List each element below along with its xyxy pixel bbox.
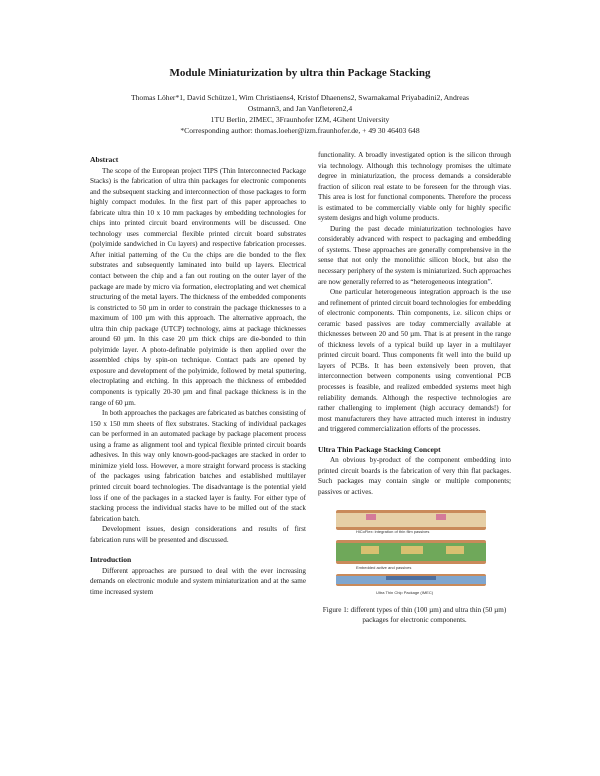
body-paragraph-3: One particular heterogeneous integration approach is the use and refinement of printed circuit board technologies for embedding of electronic components. Thin components, i.e. silicon chips or ceramic based passives are today commercially available at thicknesses between 20 and 50 µm. That is at present in the range of thickness levels of a typical build up layer in a multilayer printed circuit board. Thus components fit well into the build up layers of PCBs. It has been extensively been proven, that interconnection between components using conventional PCB processes is feasible, and realized embedded systems meet high reliability demands. Although the respective technologies are rather challenging to implement (high accuracy demands!) for most manufacturers they have attracted much interest in industry and triggered commercialization efforts of the processes.	[318, 288, 511, 434]
embedded-chip	[361, 546, 379, 554]
figure-label-2: Embedded active and passives	[356, 564, 412, 570]
abstract-paragraph-1: The scope of the European project TIPS (Thin Interconnected Package Stacks) is the fabrication of ultra thin packages for electronic components and the subsequent stacking and interconnection of those packages to form highly compact modules. In the first part of this paper approaches to fabricate ultra thin 10 x 10 mm packages by embedding technologies for chips into printed circuit board environments will be discussed. One technology uses commercial flexible printed circuit board substrates (polyimide sandwiched in Cu layers) and respective fabrication processes. After initial patterning of the Cu the chips are die bonded to the flex substrates and subsequently laminated into build up layers. Electrical contact between the chip and a fan out routing on the outer layer of the package are made by micro via formation, electroplating and wet chemical structuring of the metal layers. The thickness of the embedded components is constricted to 50 µm in order to constrain the package thicknesses to a maximum of 100 µm with this approach. The alternative approach, the ultra thin chip package (UTCP) technology, aims at package thicknesses around 60 µm. In this case 20 µm thick chips are die-bonded to thin polyimide layer. A photo-definable polyimide is then applied over the assembled chips by spin-on technique. Contact pads are opened by exposure and development of the polyimide, followed by metal sputtering, electroplating and etching. In this approach the thickness of embedded components is typically 20-30 µm and final package thickness is in the range of 60 µm.	[90, 166, 306, 407]
body-paragraph-1: functionality. A broadly investigated option is the silicon through via technology. Although this technology promises the ultimate degree in miniaturization, the process demands a considerable fraction of silicon real estate to be foreseen for the through vias. This area is lost for functional components. Therefore the process is estimated to be commercially viable only for highly specific system designs and high volume products.	[318, 151, 511, 223]
concept-heading: Ultra Thin Package Stacking Concept	[318, 444, 441, 454]
thin-chip	[386, 576, 436, 580]
authors-line-1: Thomas Löher*1, David Schütze1, Wim Christiaens4, Kristof Dhaenens2, Swarnakamal Priyabadini2, Andreas	[130, 93, 470, 102]
abstract-heading: Abstract	[90, 155, 119, 164]
passive-element	[366, 514, 376, 520]
body-paragraph-4: An obvious by-product of the component embedding into printed circuit boards is the fabrication of very thin flat packages. Such packages may contain single or multiple components; passives or actives.	[318, 456, 511, 496]
paper-title: Module Miniaturization by ultra thin Package Stacking	[169, 67, 431, 79]
affiliations: 1TU Berlin, 2IMEC, 3Fraunhofer IZM, 4Ghent University	[210, 115, 390, 124]
embedded-chip	[446, 546, 464, 554]
figure-caption: Figure 1: different types of thin (100 µm) and ultra thin (50 µm) packages for electronic components.	[322, 605, 507, 625]
abstract-paragraph-3: Development issues, design considerations and results of first fabrication runs will be presented and discussed.	[90, 525, 306, 544]
embedded-chip	[401, 546, 423, 554]
figure-1	[326, 506, 506, 601]
introduction-heading: Introduction	[90, 555, 132, 565]
authors-line-2: Ostmann3, and Jan Vanfleteren2,4	[247, 104, 353, 113]
figure-label-1: HiCoFlex: integration of thin film passives	[356, 528, 430, 534]
introduction-paragraph-1: Different approaches are pursued to deal with the ever increasing demands on electronic module and system miniaturization and at the same time increased system	[90, 566, 306, 596]
corresponding-author: *Corresponding author: thomas.loeher@izm.fraunhofer.de, + 49 30 46403 648	[180, 126, 420, 135]
abstract-paragraph-2: In both approaches the packages are fabricated as batches consisting of 150 x 150 mm sheets of flex substrates. Stacking of individual packages can be performed in an automated package by package placement process using a frame as alignment tool and typical flexible printed circuit boards adhesives. In this way only known-good-packages are stacked in order to minimize yield loss. However, a more straight forward process is stacking of the packages using fabrication batches and established multilayer printed circuit board technologies. The disadvantage is the potential yield loss if one of the packages in a stacked layer is faulty. For either type of stacking process the individual stacks have to be milled out of the stack fabrication batch.	[90, 409, 306, 523]
author-block	[95, 92, 505, 136]
right-column	[318, 150, 511, 626]
passive-element	[436, 514, 446, 520]
figure-label-3: Ultra Thin Chip Package (IMEC)	[376, 589, 434, 595]
left-column	[90, 155, 306, 597]
body-paragraph-2: During the past decade miniaturization technologies have considerably advanced with respect to packaging and embedding of systems. These approaches are generally comprehensive in the sense that not only the monolithic silicon block, but also the necessary periphery of the system is miniaturized. Such approaches are now generally referred to as “heterogeneous integration”.	[318, 224, 511, 286]
